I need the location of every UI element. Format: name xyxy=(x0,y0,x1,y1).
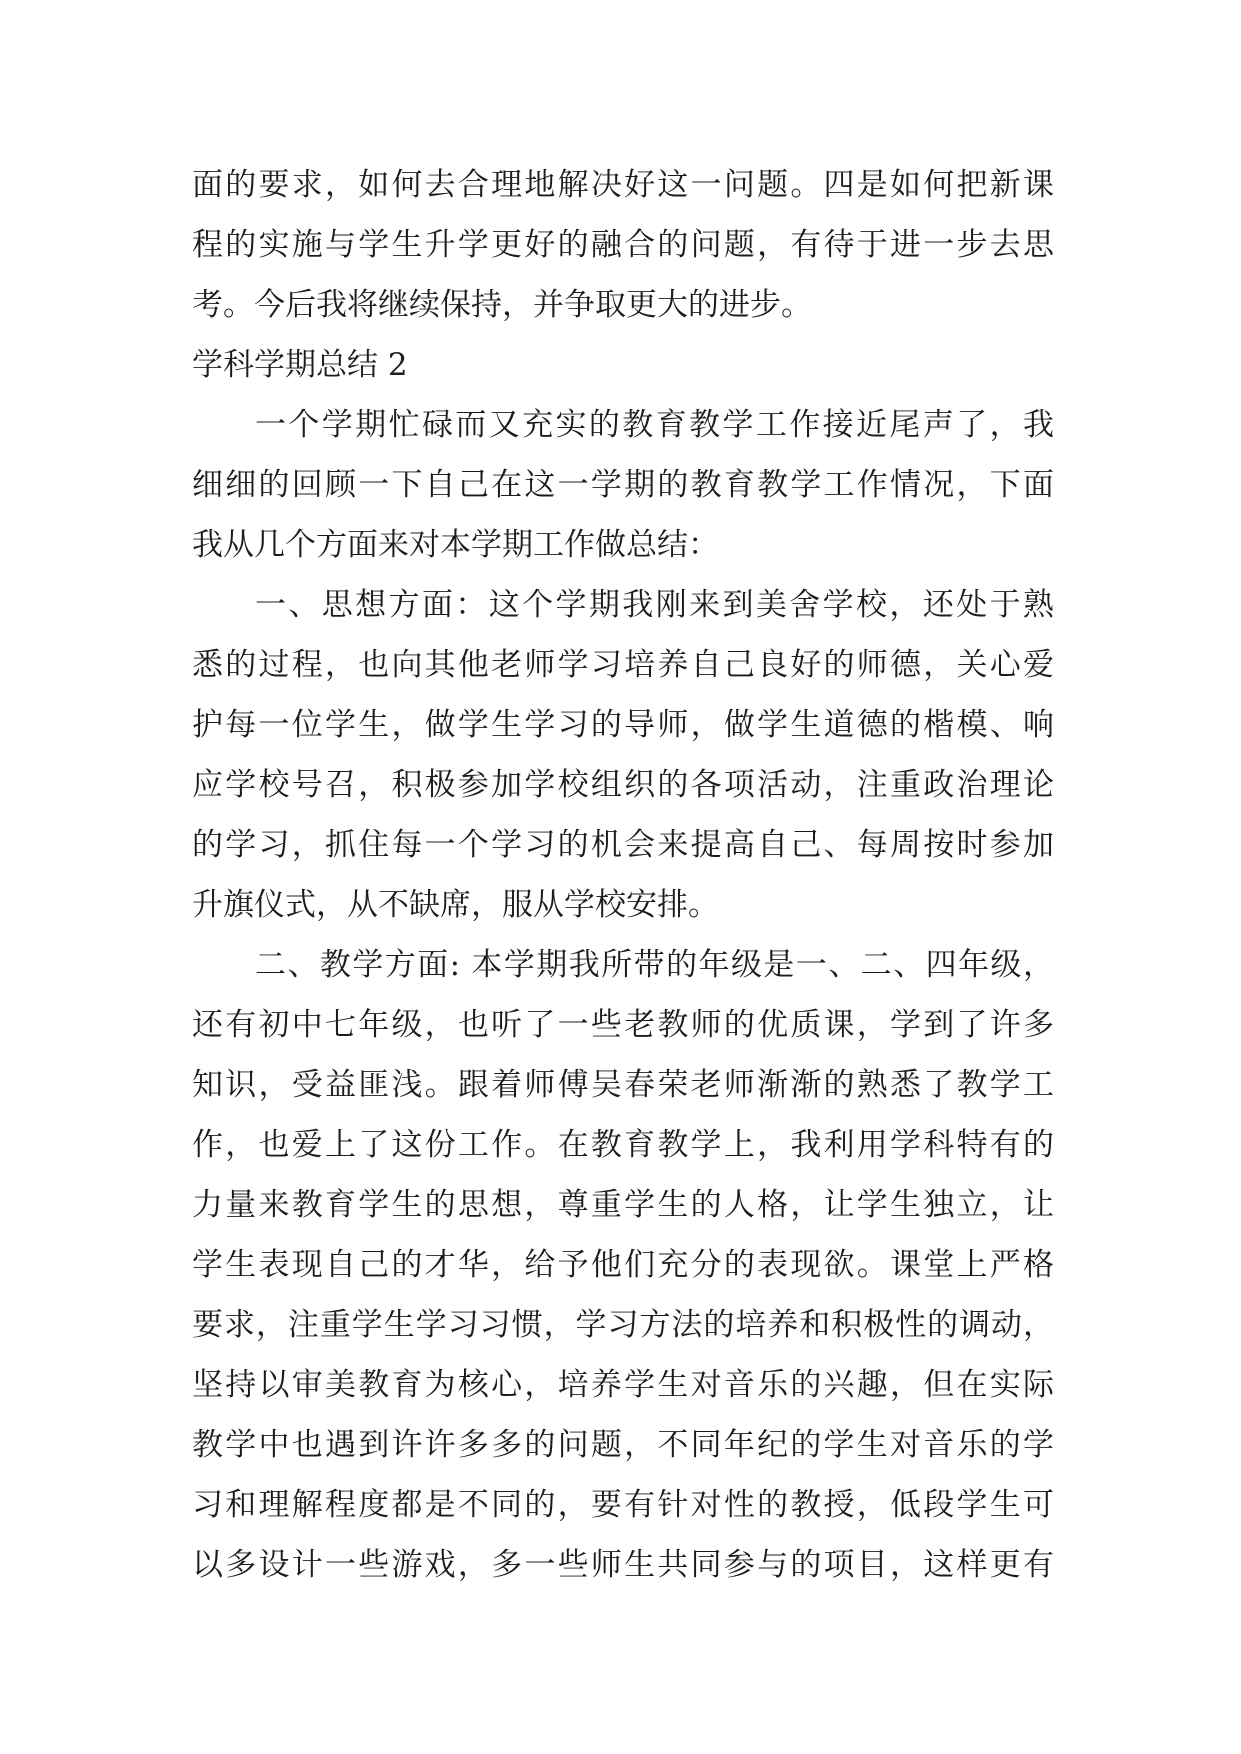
paragraph-line: 力量来教育学生的思想，尊重学生的人格，让学生独立，让 xyxy=(192,1187,1054,1223)
paragraph-line: 面的要求，如何去合理地解决好这一问题。四是如何把新课 xyxy=(192,167,1054,203)
paragraph-line: 习和理解程度都是不同的，要有针对性的教授，低段学生可 xyxy=(192,1487,1054,1523)
paragraph-line: 二、教学方面: 本学期我所带的年级是一、二、四年级， xyxy=(255,947,1054,983)
paragraph-line: 的学习，抓住每一个学习的机会来提高自己、每周按时参加 xyxy=(192,827,1054,863)
paragraph-line: 护每一位学生，做学生学习的导师，做学生道德的楷模、响 xyxy=(192,707,1054,743)
paragraph-line: 我从几个方面来对本学期工作做总结： xyxy=(192,527,719,563)
paragraph-line: 程的实施与学生升学更好的融合的问题，有待于进一步去思 xyxy=(192,227,1054,263)
paragraph-line: 一、思想方面：这个学期我刚来到美舍学校，还处于熟 xyxy=(255,587,1054,623)
paragraph-line: 要求，注重学生学习习惯，学习方法的培养和积极性的调动， xyxy=(192,1307,1054,1343)
paragraph-line: 教学中也遇到许许多多的问题，不同年纪的学生对音乐的学 xyxy=(192,1427,1054,1463)
paragraph-line: 一个学期忙碌而又充实的教育教学工作接近尾声了，我 xyxy=(255,407,1054,443)
paragraph-line: 升旗仪式，从不缺席，服从学校安排。 xyxy=(192,887,719,923)
paragraph-line: 学生表现自己的才华，给予他们充分的表现欲。课堂上严格 xyxy=(192,1247,1054,1283)
paragraph-line: 细细的回顾一下自己在这一学期的教育教学工作情况，下面 xyxy=(192,467,1054,503)
paragraph-line: 还有初中七年级，也听了一些老教师的优质课，学到了许多 xyxy=(192,1007,1054,1043)
paragraph-line: 坚持以审美教育为核心，培养学生对音乐的兴趣，但在实际 xyxy=(192,1367,1054,1403)
paragraph-line: 以多设计一些游戏，多一些师生共同参与的项目，这样更有 xyxy=(192,1547,1054,1583)
section-heading: 学科学期总结 2 xyxy=(192,347,408,383)
paragraph-line: 考。今后我将继续保持，并争取更大的进步。 xyxy=(192,287,812,323)
paragraph-line: 作，也爱上了这份工作。在教育教学上，我利用学科特有的 xyxy=(192,1127,1054,1163)
paragraph-line: 悉的过程，也向其他老师学习培养自己良好的师德，关心爱 xyxy=(192,647,1054,683)
paragraph-line: 知识，受益匪浅。跟着师傅吴春荣老师渐渐的熟悉了教学工 xyxy=(192,1067,1054,1103)
paragraph-line: 应学校号召，积极参加学校组织的各项活动，注重政治理论 xyxy=(192,767,1054,803)
